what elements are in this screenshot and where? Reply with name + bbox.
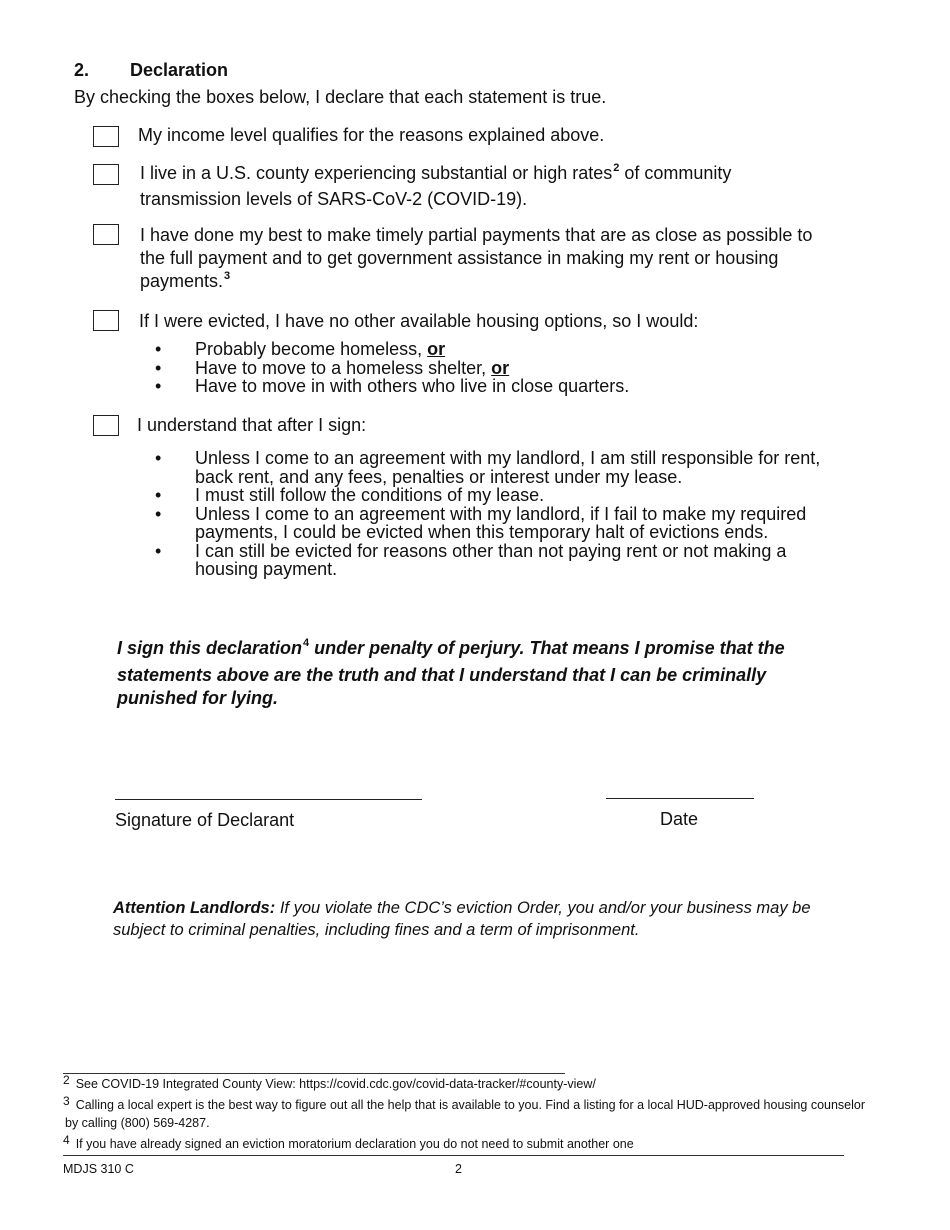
date-line[interactable] (606, 798, 754, 799)
list-item: • Unless I come to an agreement with my landlord, if I fail to make my required payments, I could be evicted when this temporary halt of evictions ends. (155, 505, 820, 542)
list-item: • Have to move in with others who live in close quarters. (155, 377, 629, 396)
list-item: • Unless I come to an agreement with my landlord, I am still responsible for rent, back rent, and any fees, penalties or interest under my lease. (155, 449, 820, 486)
footnote-ref-3: 3 (224, 270, 231, 282)
footnote-2: 2 See COVID-19 Integrated County View: https://covid.cdc.gov/covid-data-tracker/#county-view/ (63, 1073, 596, 1091)
checkbox-payments[interactable] (93, 224, 119, 245)
perjury-statement: I sign this declaration$^4$ under penalty of perjury. That means I promise that the statements above are the truth and that I understand that I can be criminally punished for lying. (117, 637, 785, 708)
date-label: Date (660, 809, 699, 829)
section-title: Declaration (130, 60, 229, 80)
statement-housing-options: If I were evicted, I have no other available housing options, so I would: (139, 311, 699, 331)
statement-understand: I understand that after I sign: (137, 415, 367, 435)
checkbox-county[interactable] (93, 164, 119, 185)
footnote-3: 3 Calling a local expert is the best way to figure out all the help that is available to you. Find a listing for a local HUD-approved housing counselor by calling (800) 569-4287. (63, 1094, 866, 1130)
footnote-ref-4: 4 (303, 637, 310, 649)
statement-income: My income level qualifies for the reasons explained above. (138, 125, 605, 145)
checkbox-understand[interactable] (93, 415, 119, 436)
signature-line[interactable] (115, 799, 422, 800)
statement-county: I live in a U.S. county experiencing substantial or high rates$^2$ of community transmission levels of SARS-CoV-2 (COVID-19). (140, 162, 732, 209)
footnote-4: 4 If you have already signed an eviction moratorium declaration you do not need to submit another one (63, 1133, 634, 1151)
form-id: MDJS 310 C (63, 1162, 134, 1176)
checkbox-housing-options[interactable] (93, 310, 119, 331)
section-number: 2. (74, 60, 90, 80)
footnote-ref-2: 2 (613, 162, 620, 174)
intro-text: By checking the boxes below, I declare that each statement is true. (74, 87, 607, 107)
footer-divider (63, 1155, 844, 1156)
understand-list (155, 449, 820, 579)
signature-label: Signature of Declarant (115, 810, 295, 830)
list-item: • I must still follow the conditions of my lease. (155, 486, 820, 505)
list-item: • Probably become homeless, or (155, 340, 629, 359)
page-number: 2 (455, 1162, 462, 1176)
checkbox-income[interactable] (93, 126, 119, 147)
list-item: • Have to move to a homeless shelter, or (155, 359, 629, 378)
footnote-divider (63, 1073, 565, 1074)
housing-options-list (155, 340, 629, 396)
list-item: • I can still be evicted for reasons other than not paying rent or not making a housing payment. (155, 542, 820, 579)
landlord-notice: Attention Landlords: If you violate the CDC’s eviction Order, you and/or your business may be subject to criminal penalties, including fines and a term of imprisonment. (113, 899, 811, 939)
statement-payments: I have done my best to make timely partial payments that are as close as possible to the full payment and to get government assistance in making my rent or housing payments.$^3$ (140, 225, 813, 291)
